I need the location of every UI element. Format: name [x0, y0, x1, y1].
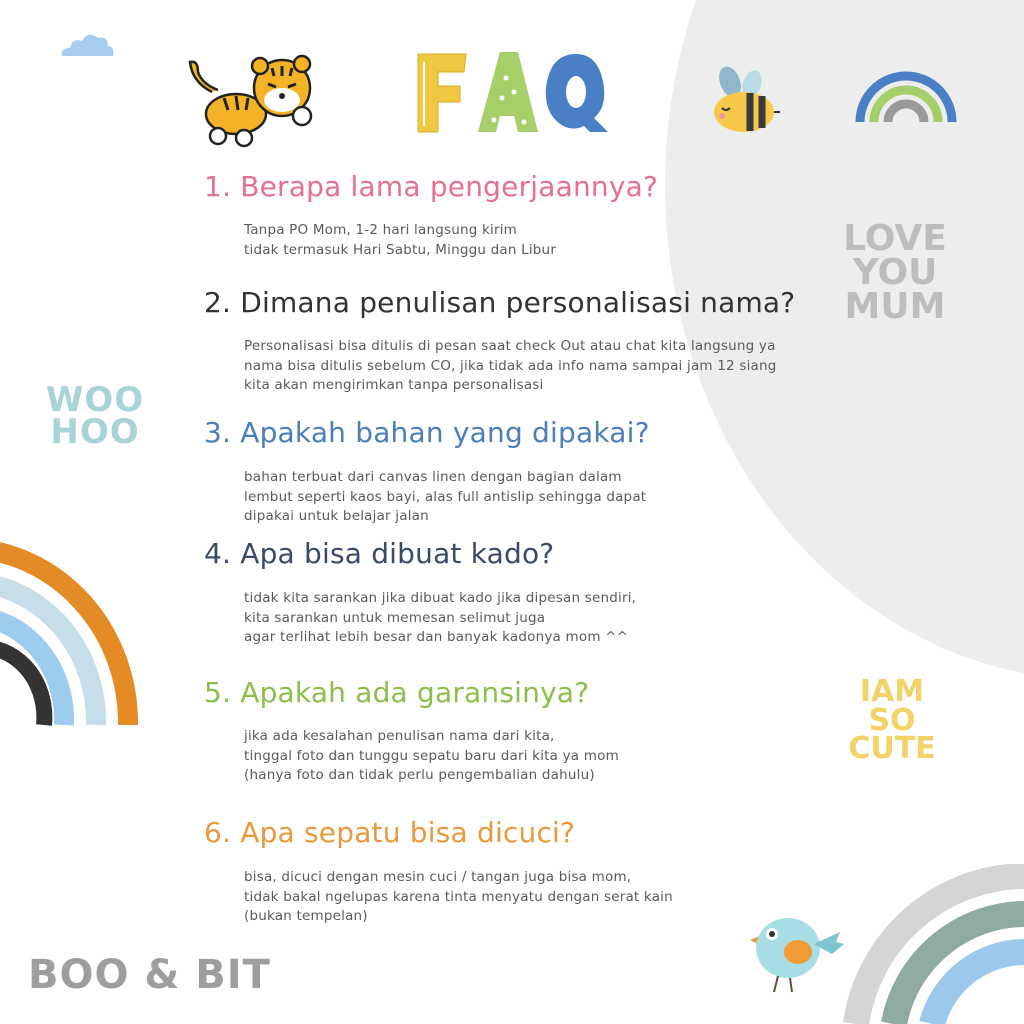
- sticker-line: IAM: [859, 674, 925, 709]
- brand-logo: [28, 952, 271, 1004]
- answer-line: lembut seperti kaos bayi, alas full antislip sehingga dapat: [244, 488, 647, 505]
- answer-line: tinggal foto dan tunggu sepatu baru dari kita ya mom: [244, 747, 619, 764]
- answer-line: kita akan mengirimkan tanpa personalisasi: [244, 377, 544, 393]
- answer-line: kita sarankan untuk memesan selimut juga: [244, 609, 546, 626]
- answer-line: (hanya foto dan tidak perlu pengembalian dahulu): [244, 767, 595, 783]
- answer-line: agar terlihat lebih besar dan banyak kadonya mom ^^: [244, 629, 629, 645]
- answer-4: [244, 589, 636, 648]
- sticker-line: YOU: [852, 252, 938, 294]
- answer-line: Personalisasi bisa ditulis di pesan saat check Out atau chat kita langsung ya: [244, 338, 776, 354]
- love-you-mum-sticker: [836, 218, 954, 328]
- answer-line: jika ada kesalahan penulisan nama dari kita,: [244, 728, 555, 744]
- question-3: 3. Apakah bahan yang dipakai?: [204, 416, 650, 449]
- faq-title-art: [414, 48, 614, 138]
- brand-text: BOO & BIT: [28, 952, 271, 998]
- answer-line: dipakai untuk belajar jalan: [244, 508, 429, 524]
- bee-icon: [708, 64, 782, 136]
- answer-3: [244, 468, 646, 527]
- answer-line: bahan terbuat dari canvas linen dengan bagian dalam: [244, 469, 622, 485]
- answer-6: [244, 868, 673, 927]
- tiger-icon: [184, 52, 324, 152]
- answer-line: (bukan tempelan): [244, 908, 368, 924]
- sticker-line: LOVE: [843, 218, 947, 259]
- woo-hoo-sticker: [36, 380, 154, 453]
- answer-line: tidak kita sarankan jika dibuat kado jika dipesan sendiri,: [244, 590, 637, 606]
- sticker-line: SO: [868, 702, 916, 738]
- answer-line: tidak bakal ngelupas karena tinta menyatu dengan serat kain: [244, 888, 673, 905]
- i-am-so-cute-sticker: [834, 674, 950, 766]
- cloud-icon: [58, 30, 116, 60]
- answer-line: bisa, dicuci dengan mesin cuci / tangan juga bisa mom,: [244, 869, 632, 885]
- bottom-rainbow-icon: [842, 864, 1024, 1024]
- question-5: 5. Apakah ada garansinya?: [204, 676, 590, 709]
- faq-title: [414, 48, 614, 138]
- answer-line: tidak termasuk Hari Sabtu, Minggu dan Libur: [244, 241, 557, 258]
- question-6: 6. Apa sepatu bisa dicuci?: [204, 816, 576, 849]
- left-rainbow-icon: [0, 540, 145, 730]
- sticker-line: MUM: [844, 286, 946, 328]
- sticker-line: CUTE: [848, 731, 936, 766]
- answer-line: Tanpa PO Mom, 1-2 hari langsung kirim: [244, 222, 518, 238]
- bird-icon: [744, 908, 848, 998]
- question-1: 1. Berapa lama pengerjaannya?: [204, 170, 659, 203]
- question-2: 2. Dimana penulisan personalisasi nama?: [204, 286, 796, 319]
- question-4: 4. Apa bisa dibuat kado?: [204, 537, 555, 570]
- sticker-line: HOO: [50, 412, 140, 453]
- answer-line: nama bisa ditulis sebelum CO, jika tidak ada info nama sampai jam 12 siang: [244, 357, 777, 374]
- answer-1: [244, 221, 556, 260]
- sticker-line: WOO: [45, 380, 145, 420]
- rainbow-icon: [854, 56, 958, 126]
- answer-2: [244, 337, 777, 396]
- answer-5: [244, 727, 619, 786]
